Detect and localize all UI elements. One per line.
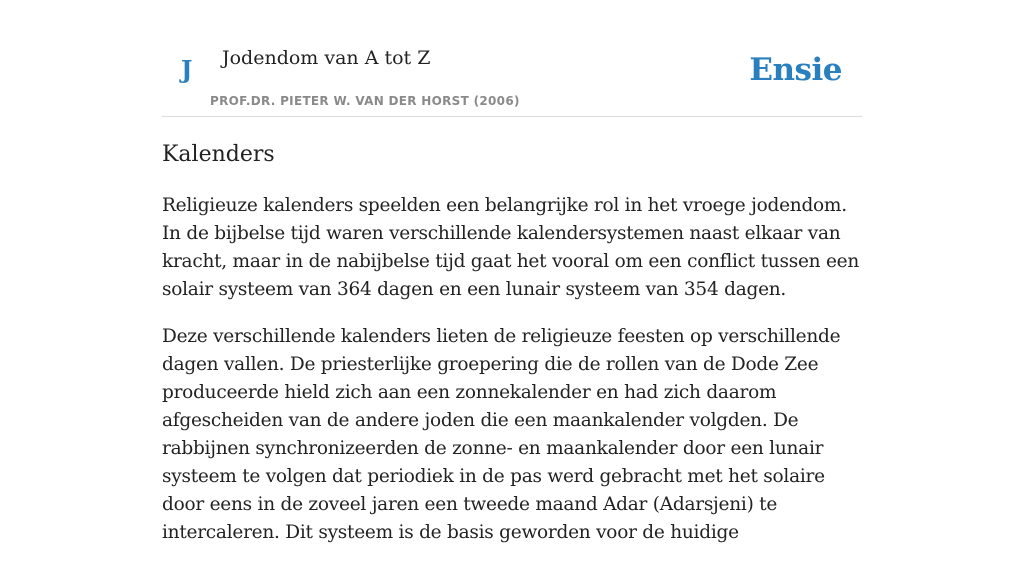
article-body [162, 192, 862, 566]
ensie-logo[interactable]: Ensie [749, 52, 842, 88]
article-paragraph-1: Religieuze kalenders speelden een belangrijke rol in het vroege jodendom. In de bijbelse tijd waren verschillende kalendersystemen naast elkaar van kracht, maar in de nabijbelse tijd gaat het vooral om een conflict tussen een solair systeem van 364 dagen en een lunair systeem van 354 dagen. [162, 195, 860, 300]
book-letter-icon[interactable]: J [181, 55, 193, 84]
book-author: PROF.DR. PIETER W. VAN DER HORST (2006) [210, 94, 520, 108]
article-paragraph-2: Deze verschillende kalenders lieten de religieuze feesten op verschillende dagen vallen. De priesterlijke groepering die de rollen van de Dode Zee produceerde hield zich aan een zonnekalender en had zich daarom afgescheiden van de andere joden die een maankalender volgden. De rabbijnen synchronizeerden de zonne- en maankalender door een lunair systeem te volgen dat periodiek in de pas werd gebracht met het solaire door eens in de zoveel jaren een tweede maand Adar (Adarsjeni) te intercaleren. Dit systeem is de basis geworden voor de huidige [162, 326, 841, 543]
article-title: Kalenders [162, 142, 275, 167]
book-title-link[interactable]: Jodendom van A tot Z [222, 47, 431, 69]
header [162, 0, 862, 117]
